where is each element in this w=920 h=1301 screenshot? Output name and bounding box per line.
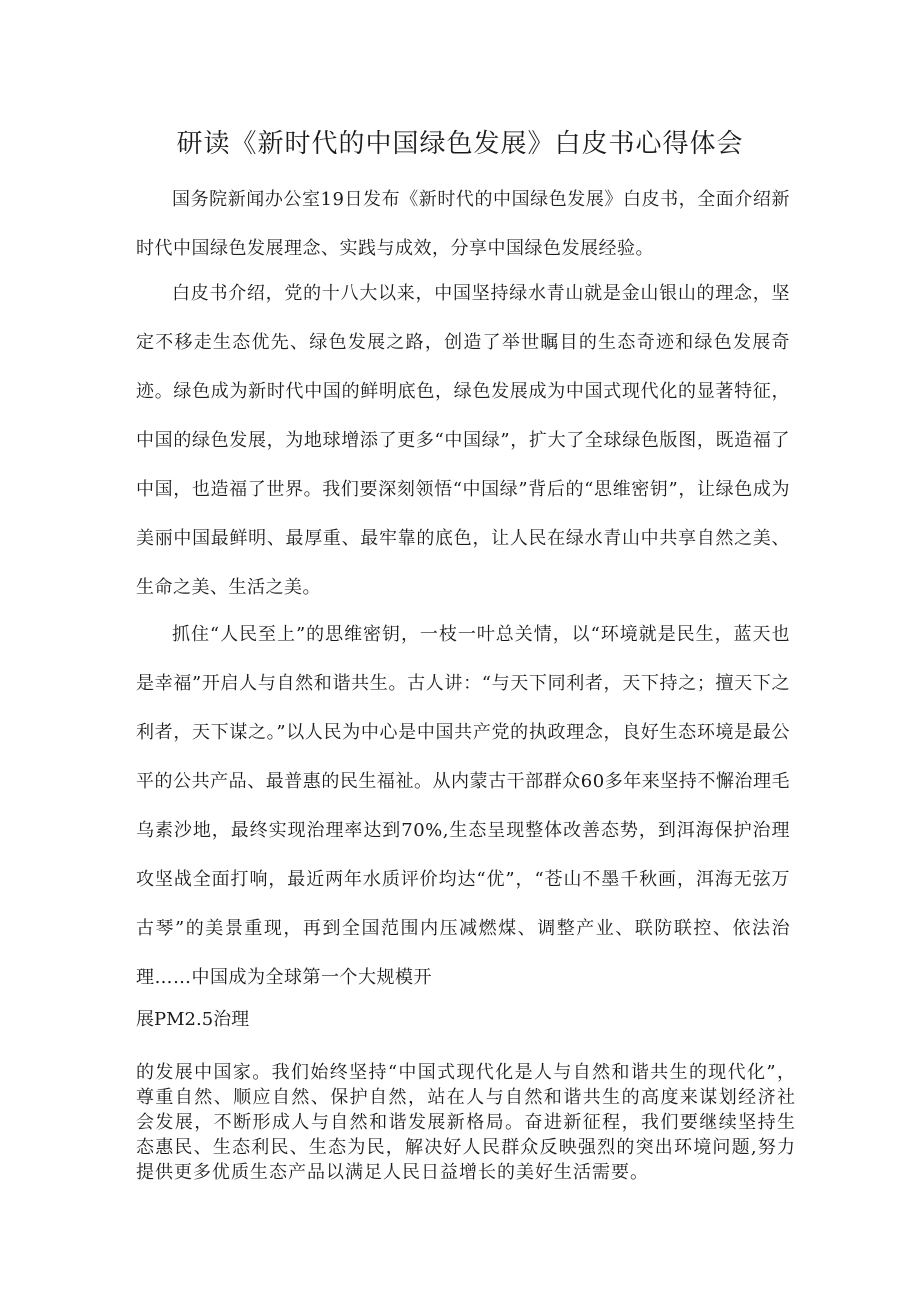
paragraph-people-first: 抓住“人民至上”的思维密钥，一枝一叶总关情，以“环境就是民生，蓝天也是幸福”开启人与自然和谐共生。古人讲：“与天下同利者，天下持之；擅天下之利者，天下谋之。”以人民为中心是中国共产党的执政理念，良好生态环境是最公平的公共产品、最普惠的民生福祉。从内蒙古干部群众60多年来坚持不懈治理毛乌素沙地，最终实现治理率达到70%,生态呈现整体改善态势，到洱海保护治理攻坚战全面打响，最近两年水质评价均达“优”，“苍山不墨千秋画，洱海无弦万古琴”的美景重现，再到全国范围内压减燃煤、调整产业、联防联控、依法治理……中国成为全球第一个大规模开 [136, 624, 790, 988]
document-title: 研读《新时代的中国绿色发展》白皮书心得体会 [176, 129, 744, 159]
paragraph-whitepaper-summary: 白皮书介绍，党的十八大以来，中国坚持绿水青山就是金山银山的理念，坚定不移走生态优先、绿色发展之路，创造了举世瞩目的生态奇迹和绿色发展奇迹。绿色成为新时代中国的鲜明底色，绿色发展成为中国式现代化的显著特征，中国的绿色发展，为地球增添了更多“中国绿”，扩大了全球绿色版图，既造福了中国，也造福了世界。我们要深刻领悟“中国绿”背后的“思维密钥”，让绿色成为美丽中国最鲜明、最厚重、最牢靠的底色，让人民在绿水青山中共享自然之美、生命之美、生活之美。 [136, 283, 790, 598]
paragraph-conclusion: 的发展中国家。我们始终坚持“中国式现代化是人与自然和谐共生的现代化”，尊重自然、顺应自然、保护自然，站在人与自然和谐共生的高度来谋划经济社会发展，不断形成人与自然和谐发展新格局。奋进新征程，我们要继续坚持生态惠民、生态利民、生态为民，解决好人民群众反映强烈的突出环境问题,努力提供更多优质生态产品以满足人民日益增长的美好生活需要。 [136, 1062, 796, 1183]
paragraph-intro: 国务院新闻办公室19日发布《新时代的中国绿色发展》白皮书，全面介绍新时代中国绿色发展理念、实践与成效，分享中国绿色发展经验。 [136, 189, 790, 259]
paragraph-people-first-continued: 展PM2.5治理 [136, 1009, 250, 1030]
